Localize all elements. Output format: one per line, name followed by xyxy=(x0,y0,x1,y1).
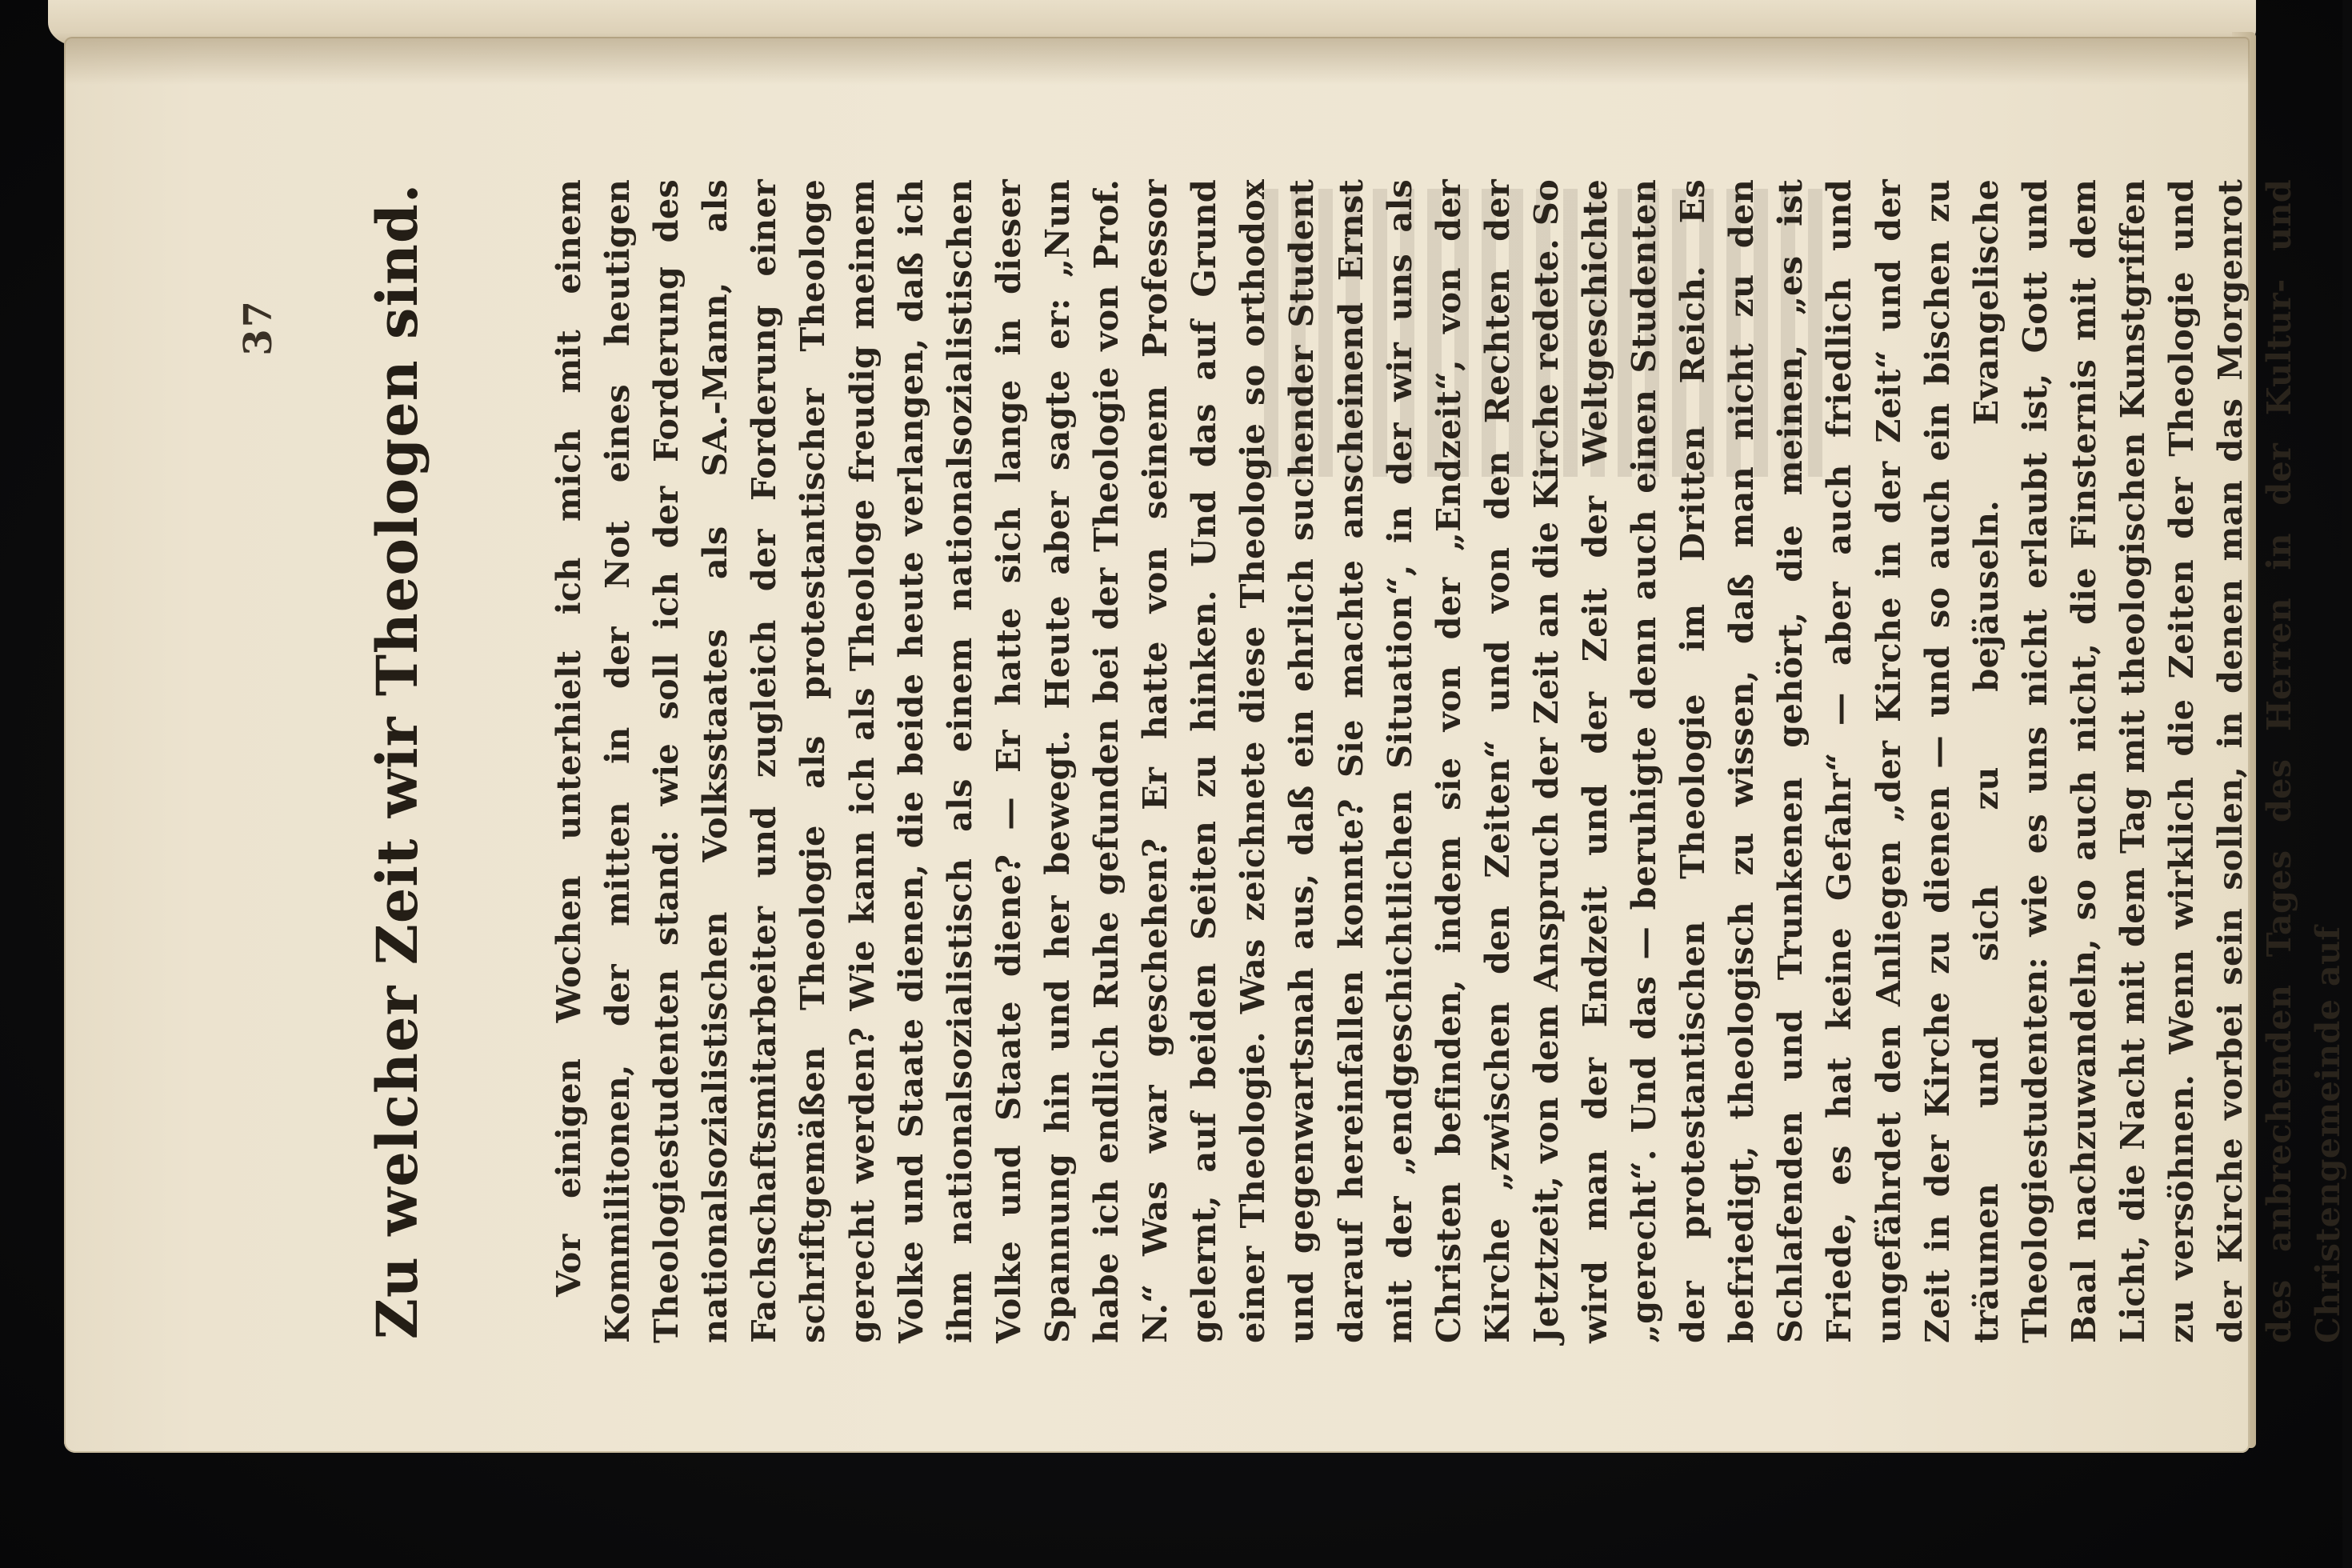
rotated-page-content xyxy=(204,179,2348,1343)
body-paragraph: Vor einigen Wochen unterhielt ich mich mit einem Kommilitonen, der mitten in der Not eines heutigen Theologiestudenten stand: wie soll ich der Forderung des nationalsozialistischen Volksstaates als SA.-Mann, als Fachschaftsmitarbeiter und zugleich der Forderung einer schriftgemäßen Theologie als protestantischer Theologe gerecht werden? Wie kann ich als Theologe freudig meinem Volke und Staate dienen, die beide heute verlangen, daß ich ihm nationalsozialistisch als einem nationalsozialistischen Volke und Staate diene? — Er hatte sich lange in dieser Spannung hin und her bewegt. Heute aber sagte er: „Nun habe ich endlich Ruhe gefunden bei der Theologie von Prof. N.“ Was war geschehen? Er hatte von seinem Professor gelernt, auf beiden Seiten zu hinken. Und das auf Grund einer Theologie. Was zeichnete diese Theologie so orthodox und gegenwartsnah aus, daß ein ehrlich suchender Student darauf hereinfallen konnte? Sie machte anscheinend Ernst mit der „endgeschichtlichen Situation“, in der wir uns als Christen befinden, indem sie von der „Endzeit“, von der Kirche „zwischen den Zeiten“ und von den Rechten der Jetztzeit, von dem Anspruch der Zeit an die Kirche redete. So wird man der Endzeit und der Zeit der Weltgeschichte „gerecht“. Und das — beruhigte denn auch einen Studenten der protestantischen Theologie im Dritten Reich. Es befriedigt, theologisch zu wissen, daß man nicht zu den Schlafenden und Trunkenen gehört, die meinen, „es ist Friede, es hat keine Gefahr“ — aber auch friedlich und ungefährdet den Anliegen „der Kirche in der Zeit“ und der Zeit in der Kirche zu dienen — und so auch ein bischen zu träumen und sich zu bejäuseln. Evangelische Theologiestudenten: wie es uns nicht erlaubt ist, Gott und Baal nachzuwandeln, so auch nicht, die Finsternis mit dem Licht, die Nacht mit dem Tag mit theologischen Kunstgriffen zu versöhnen. Wenn wirklich die Zeiten der Theologie und der Kirche vorbei sein sollen, in denen man das Morgenrot des anbrechenden Tages des Herren in der Kultur- und Christengemeinde auf xyxy=(549,179,2348,1343)
page-number: 37 xyxy=(236,299,281,356)
chapter-title: Zu welcher Zeit wir Theologen sind. xyxy=(364,182,430,1340)
gutter-shadow xyxy=(64,37,2250,85)
